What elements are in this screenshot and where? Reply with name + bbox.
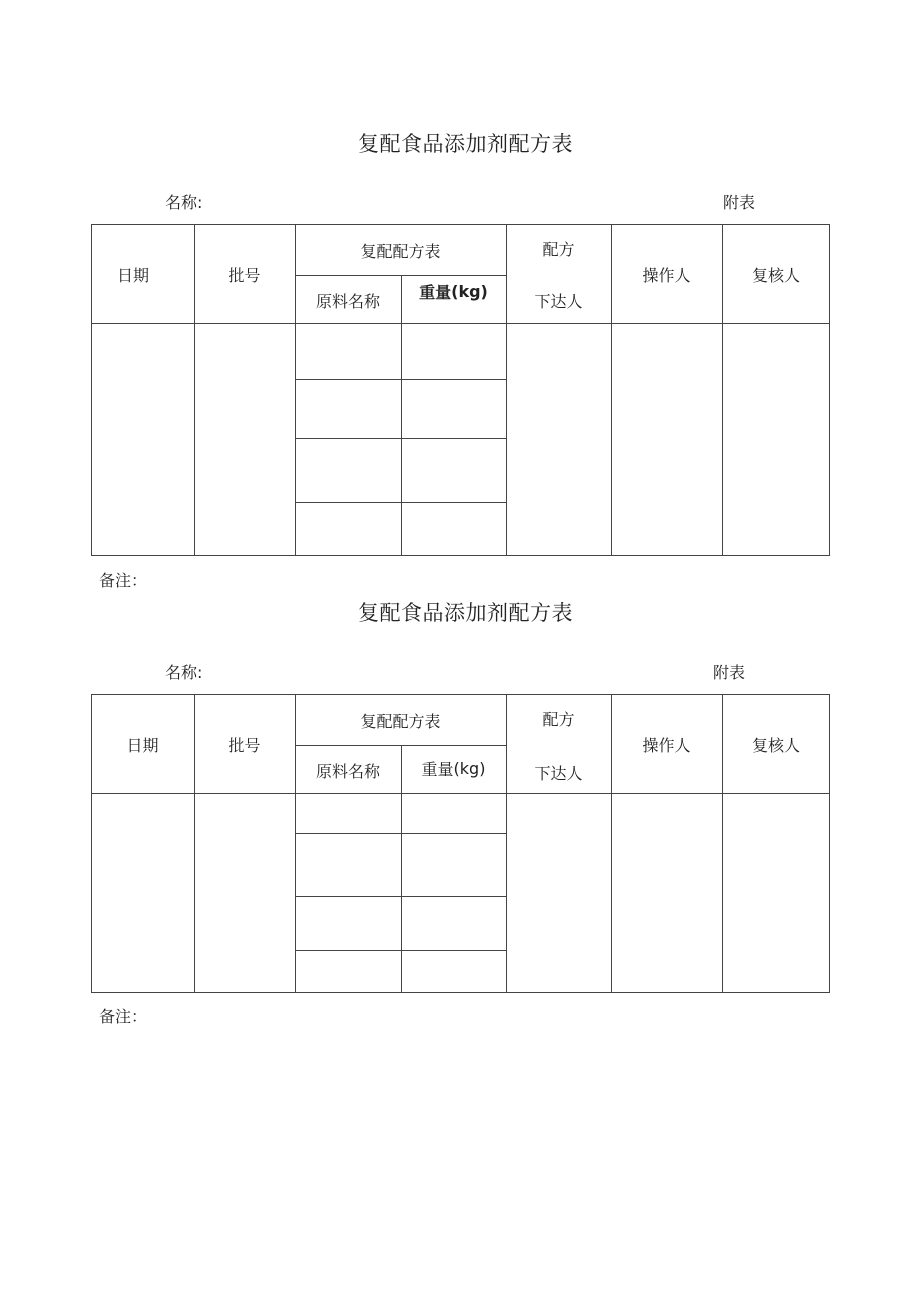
header-weight <box>401 276 506 306</box>
header-batch: 批号 <box>228 265 261 285</box>
header-operator: 操作人 <box>642 735 691 755</box>
remarks-label: 备注： <box>99 1007 148 1026</box>
header-material: 原料名称 <box>315 761 380 781</box>
header-reviewer: 复核人 <box>751 265 800 285</box>
header-operator: 操作人 <box>642 265 691 285</box>
header-issuer-line2: 下达人 <box>534 291 583 311</box>
remarks-label: 备注： <box>99 571 148 590</box>
name-label: 名称: <box>165 193 203 212</box>
header-issuer-line2: 下达人 <box>534 763 583 783</box>
attachment-label: 附表 <box>713 663 746 682</box>
header-issuer-line1: 配方 <box>542 709 575 729</box>
attachment-label: 附表 <box>723 193 756 212</box>
header-weight-unit: (kg) <box>453 758 486 778</box>
header-weight-text: 重量 <box>421 759 454 779</box>
header-date: 日期 <box>116 265 149 285</box>
name-label: 名称: <box>165 663 203 682</box>
header-formula: 复配配方表 <box>360 711 441 731</box>
form-title: 复配食品添加剂配方表 <box>358 132 573 156</box>
header-weight <box>401 746 506 790</box>
header-reviewer: 复核人 <box>751 735 800 755</box>
header-issuer-line1: 配方 <box>542 239 575 259</box>
header-date: 日期 <box>126 735 159 755</box>
header-weight-unit: (kg) <box>451 281 488 301</box>
header-material: 原料名称 <box>315 291 380 311</box>
header-formula: 复配配方表 <box>360 241 441 261</box>
header-weight-text: 重量 <box>419 282 452 302</box>
header-batch: 批号 <box>228 735 261 755</box>
formula-table <box>91 224 830 557</box>
form-title: 复配食品添加剂配方表 <box>358 601 573 625</box>
formula-table <box>91 694 830 994</box>
